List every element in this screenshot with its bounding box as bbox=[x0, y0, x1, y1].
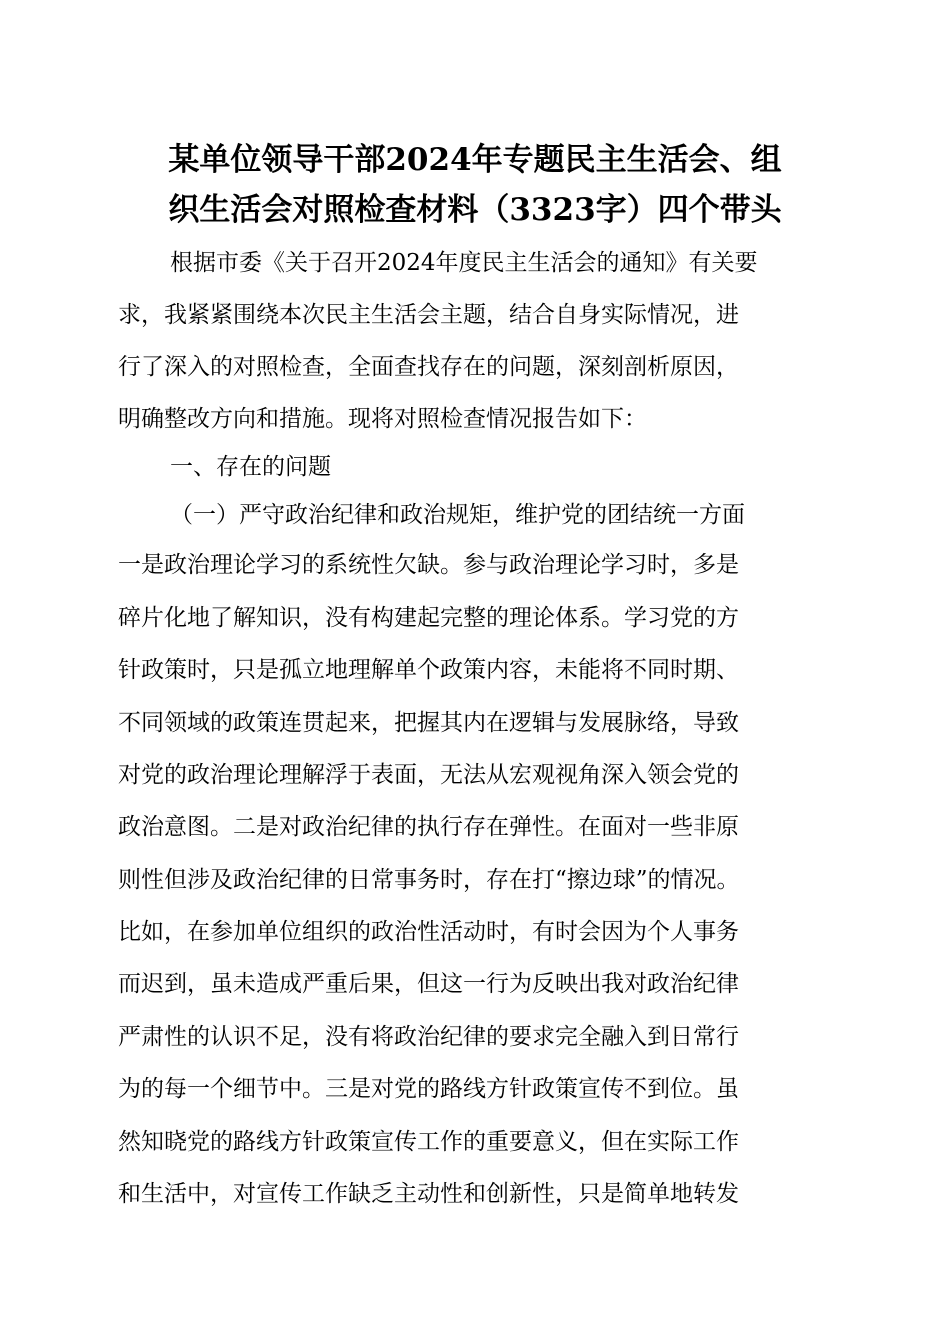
document-title-line-1: 某单位领导干部2024年专题民主生活会、组 bbox=[168, 142, 782, 178]
paragraph-line: 针政策时，只是孤立地理解单个政策内容，未能将不同时期、 bbox=[118, 657, 739, 683]
paragraph-line: 求，我紧紧围绕本次民主生活会主题，结合自身实际情况，进 bbox=[118, 302, 739, 328]
paragraph-line: 则性但涉及政治纪律的日常事务时，存在打“擦边球”的情况。 bbox=[118, 867, 740, 893]
paragraph-line: 然知晓党的路线方针政策宣传工作的重要意义，但在实际工作 bbox=[118, 1129, 739, 1155]
paragraph-line: 而迟到，虽未造成严重后果，但这一行为反映出我对政治纪律 bbox=[118, 971, 739, 997]
paragraph-line: 明确整改方向和措施。现将对照检查情况报告如下： bbox=[118, 406, 647, 432]
paragraph-line: 和生活中，对宣传工作缺乏主动性和创新性，只是简单地转发 bbox=[118, 1181, 739, 1207]
paragraph-line: 严肃性的认识不足，没有将政治纪律的要求完全融入到日常行 bbox=[118, 1024, 739, 1050]
paragraph-line: 政治意图。二是对政治纪律的执行存在弹性。在面对一些非原 bbox=[118, 814, 739, 840]
paragraph-line: 不同领域的政策连贯起来，把握其内在逻辑与发展脉络，导致 bbox=[118, 710, 739, 736]
paragraph-line: 对党的政治理论理解浮于表面，无法从宏观视角深入领会党的 bbox=[118, 762, 739, 788]
subsection-heading: （一）严守政治纪律和政治规矩，维护党的团结统一方面 bbox=[170, 502, 745, 528]
paragraph-line: 为的每一个细节中。三是对党的路线方针政策宣传不到位。虽 bbox=[118, 1076, 739, 1102]
section-heading: 一、存在的问题 bbox=[170, 454, 331, 480]
paragraph-line: 行了深入的对照检查，全面查找存在的问题，深刻剖析原因， bbox=[118, 354, 739, 380]
document-title-line-2: 织生活会对照检查材料（3323字）四个带头 bbox=[168, 192, 782, 228]
paragraph-line: 根据市委《关于召开2024年度民主生活会的通知》有关要 bbox=[170, 250, 758, 276]
paragraph-line: 一是政治理论学习的系统性欠缺。参与政治理论学习时，多是 bbox=[118, 552, 739, 578]
paragraph-line: 比如，在参加单位组织的政治性活动时，有时会因为个人事务 bbox=[118, 919, 739, 945]
paragraph-line: 碎片化地了解知识，没有构建起完整的理论体系。学习党的方 bbox=[118, 605, 739, 631]
